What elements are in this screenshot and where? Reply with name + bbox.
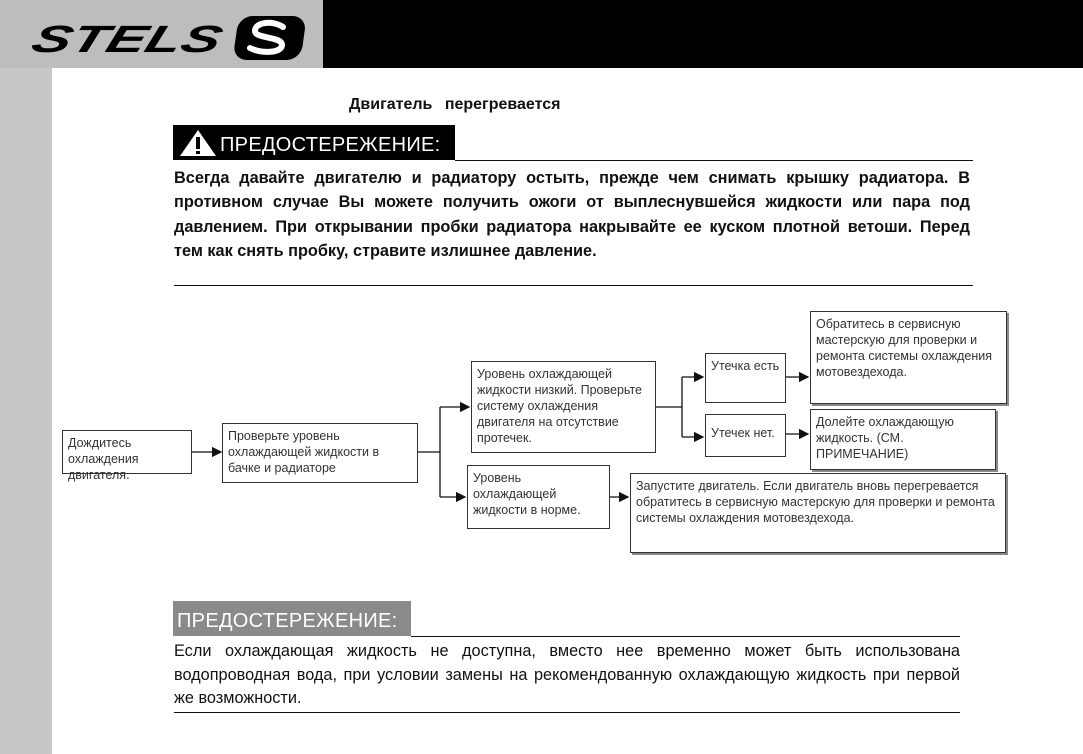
flow-wait-cool: Дождитесь охлаждения двигателя. (62, 430, 192, 474)
page-title: Двигатель перегревается (349, 96, 561, 113)
warning2-top-rule (411, 636, 960, 637)
flow-add-coolant: Долейте охлаждающую жидкость. (СМ. ПРИМЕЧАНИЕ) (810, 409, 996, 470)
flow-leak-no: Утечек нет. (705, 414, 786, 457)
warning2-bottom-rule (174, 712, 960, 713)
warning-label-secondary: ПРЕДОСТЕРЕЖЕНИЕ: (177, 610, 398, 632)
warning-tag-secondary (173, 601, 411, 636)
flow-level-normal: Уровень охлаждающей жидкости в норме. (467, 465, 610, 529)
warning-text: Всегда давайте двигателю и радиатору остыть, прежде чем снимать крышку радиатора. В противном случае Вы можете получить ожоги от выплеснувшейся жидкости или пара под давлением. При открывании пробки радиатора накрывайте ее куском плотной ветоши. Перед тем как снять пробку, стравите излишнее давление. (174, 169, 970, 260)
logo-wordmark: STELS (26, 18, 163, 61)
warning-label: ПРЕДОСТЕРЕЖЕНИЕ: (220, 134, 441, 156)
warning-note-text: Если охлаждающая жидкость не доступна, вместо нее временно может быть использована водопроводная вода, при условии замены на рекомендованную охлаждающую жидкость при первой же возможности. (174, 642, 960, 708)
flow-check-level: Проверьте уровень охлаждающей жидкости в бачке и радиаторе (222, 423, 418, 483)
flow-leak-yes: Утечка есть (705, 353, 786, 403)
flow-level-low: Уровень охлаждающей жидкости низкий. Проверьте систему охлаждения двигателя на отсутствие протечек. (471, 361, 656, 453)
flow-contact-service: Обратитесь в сервисную мастерскую для проверки и ремонта системы охлаждения мотовездехода. (810, 311, 1007, 404)
flow-start-engine: Запустите двигатель. Если двигатель вновь перегревается обратитесь в сервисную мастерскую для проверки и ремонта системы охлаждения мотовездехода. (630, 473, 1006, 553)
